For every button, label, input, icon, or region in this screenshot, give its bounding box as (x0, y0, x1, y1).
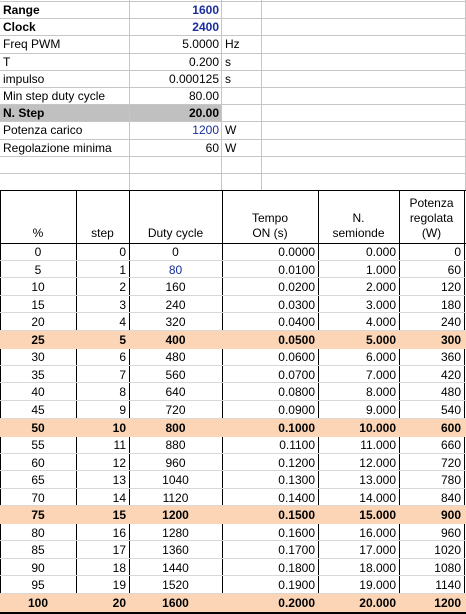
gridline-h (0, 104, 466, 105)
column-header[interactable] (318, 190, 399, 243)
table-cell-pot[interactable]: 0 (454, 245, 461, 259)
table-cell-duty[interactable]: 800 (165, 420, 186, 435)
table-cell-pct[interactable]: 20 (31, 315, 45, 330)
gridline-h (0, 173, 466, 174)
table-row (0, 489, 466, 507)
table-cell-ton[interactable]: 0.1000 (278, 420, 315, 435)
table-cell-ton[interactable]: 0.0900 (278, 402, 315, 417)
table-cell-pot[interactable]: 540 (440, 402, 461, 417)
column-header-line: Duty cycle (147, 226, 204, 240)
table-row (0, 313, 466, 331)
table-cell-duty[interactable]: 240 (165, 297, 186, 312)
param-value[interactable]: 0.200 (188, 54, 219, 69)
column-header-line: N. (352, 211, 365, 225)
column-header-line: (W) (421, 226, 442, 240)
column-header[interactable] (399, 190, 464, 243)
table-cell-semi[interactable]: 13.000 (359, 473, 396, 488)
column-header-line: ON (s) (252, 226, 288, 240)
table-cell-semi[interactable]: 7.000 (365, 367, 396, 382)
gridline-h (0, 121, 466, 122)
table-cell-pot[interactable]: 960 (440, 525, 461, 540)
column-header-line: % (32, 226, 44, 240)
table-cell-duty[interactable]: 320 (165, 315, 186, 330)
table-row (0, 541, 466, 559)
table-cell-semi[interactable]: 5.000 (365, 332, 396, 347)
table-row (0, 524, 466, 542)
table-row (0, 331, 466, 349)
table-cell-ton[interactable]: 0.1900 (278, 578, 315, 593)
table-cell-pot[interactable]: 180 (440, 297, 461, 312)
param-unit[interactable]: W (225, 140, 237, 155)
param-unit[interactable] (222, 19, 262, 36)
table-cell-step[interactable]: 4 (119, 315, 126, 330)
table-cell-pot[interactable]: 1080 (434, 560, 461, 575)
table-row (0, 401, 466, 419)
table-cell-semi[interactable]: 9.000 (365, 402, 396, 417)
table-cell-pct[interactable]: 35 (31, 367, 45, 382)
table-cell-duty[interactable]: 1520 (162, 578, 189, 593)
param-unit[interactable] (222, 88, 262, 105)
table-cell-step[interactable]: 0 (119, 245, 126, 259)
gridline-h (0, 70, 466, 71)
table-cell-ton[interactable]: 0.2000 (278, 596, 315, 610)
table-cell-pot[interactable]: 1200 (434, 596, 461, 610)
param-value[interactable]: 0.000125 (168, 71, 219, 86)
table-cell-semi[interactable]: 2.000 (365, 280, 396, 295)
gridline-h (0, 156, 466, 157)
param-value[interactable]: 1200 (192, 123, 219, 138)
table-cell-semi[interactable]: 4.000 (365, 315, 396, 330)
table-cell-ton[interactable]: 0.1600 (278, 525, 315, 540)
table-cell-ton[interactable]: 0.0400 (278, 315, 315, 330)
table-cell-semi[interactable]: 17.000 (359, 543, 396, 558)
gridline-h (0, 1, 466, 2)
table-cell-pct[interactable]: 70 (31, 490, 45, 505)
param-unit[interactable]: W (225, 123, 237, 138)
table-cell-ton[interactable]: 0.1700 (278, 543, 315, 558)
param-value[interactable]: 1600 (192, 3, 219, 17)
table-cell-duty[interactable]: 960 (165, 455, 186, 470)
table-cell-pct[interactable]: 50 (31, 420, 45, 435)
table-row (0, 594, 466, 612)
param-value[interactable]: 80.00 (188, 89, 219, 103)
table-cell-semi[interactable]: 20.000 (359, 596, 396, 610)
param-label[interactable]: Regolazione minima (3, 140, 112, 155)
table-cell-ton[interactable]: 0.0100 (278, 262, 315, 277)
table-cell-pct[interactable]: 10 (31, 280, 45, 295)
gridline-v (221, 0, 222, 190)
table-cell-pct[interactable]: 45 (31, 402, 45, 417)
table-cell-semi[interactable]: 11.000 (360, 438, 396, 453)
column-header-line: step (91, 226, 114, 240)
param-unit[interactable]: s (225, 54, 231, 69)
table-row (0, 506, 466, 524)
param-value[interactable]: 60 (205, 140, 219, 155)
table-cell-pot[interactable]: 900 (440, 508, 461, 523)
table-cell-duty[interactable]: 0 (172, 245, 179, 259)
table-cell-semi[interactable]: 3.000 (365, 297, 396, 312)
table-row (0, 261, 466, 279)
table-row (0, 454, 466, 472)
param-label[interactable]: Freq PWM (3, 37, 61, 52)
table-cell-pot[interactable]: 480 (440, 385, 461, 400)
table-cell-step[interactable]: 17 (112, 543, 126, 558)
param-label[interactable]: N. Step (3, 106, 45, 121)
gridline-h (0, 35, 466, 36)
table-cell-semi[interactable]: 1.000 (365, 262, 396, 277)
table-cell-step[interactable]: 19 (112, 578, 126, 593)
table-cell-pct[interactable]: 65 (31, 473, 45, 488)
table-cell-ton[interactable]: 0.0800 (278, 385, 315, 400)
table-row (0, 296, 466, 314)
table-cell-pct[interactable]: 25 (31, 332, 45, 347)
table-cell-pot[interactable]: 120 (440, 280, 461, 295)
column-header-line: semionde (332, 226, 385, 240)
table-cell-duty[interactable]: 400 (165, 332, 186, 347)
table-cell-duty[interactable]: 80 (168, 262, 183, 277)
table-cell-pct[interactable]: 75 (31, 508, 45, 523)
table-row (0, 436, 466, 454)
table-row (0, 366, 466, 384)
table-cell-pct[interactable]: 60 (31, 455, 45, 470)
gridline-v (129, 0, 130, 190)
table-cell-step[interactable]: 10 (112, 420, 126, 435)
table-cell-pct[interactable]: 55 (31, 438, 45, 453)
table-cell-ton[interactable]: 0.0600 (278, 350, 315, 365)
table-cell-duty[interactable]: 1040 (162, 473, 189, 488)
table-cell-pot[interactable]: 600 (440, 420, 461, 435)
table-cell-ton[interactable]: 0.1100 (279, 438, 315, 453)
table-cell-ton[interactable]: 0.0000 (278, 245, 315, 259)
table-cell-step[interactable]: 11 (113, 438, 126, 453)
table-cell-ton[interactable]: 0.0300 (278, 297, 315, 312)
table-cell-duty[interactable]: 720 (165, 402, 186, 417)
gridline-h (0, 53, 466, 54)
param-label[interactable]: Min step duty cycle (3, 89, 106, 103)
table-cell-step[interactable]: 14 (112, 490, 126, 505)
table-cell-pct[interactable]: 80 (31, 525, 45, 540)
table-cell-duty[interactable]: 1360 (162, 543, 189, 558)
table-cell-semi[interactable]: 10.000 (359, 420, 396, 435)
table-cell-semi[interactable]: 8.000 (365, 385, 396, 400)
table-cell-pot[interactable]: 1020 (434, 543, 461, 558)
param-label[interactable]: Range (3, 3, 40, 17)
param-unit[interactable]: s (225, 71, 231, 86)
param-label[interactable]: impulso (3, 71, 45, 86)
param-value[interactable]: 20.00 (188, 106, 219, 121)
column-header[interactable] (129, 190, 222, 243)
param-value[interactable]: 2400 (192, 20, 219, 35)
table-cell-semi[interactable]: 18.000 (359, 560, 396, 575)
column-header-line: Tempo (251, 211, 289, 225)
table-cell-step[interactable]: 12 (112, 455, 126, 470)
table-cell-pot[interactable]: 420 (440, 367, 461, 382)
table-cell-pct[interactable]: 95 (31, 578, 45, 593)
param-unit[interactable]: Hz (225, 37, 240, 52)
param-unit[interactable] (222, 2, 262, 19)
table-cell-pct[interactable]: 30 (31, 350, 45, 365)
column-header-line: Potenza (409, 196, 454, 210)
table-row (0, 278, 466, 296)
table-cell-duty[interactable]: 1200 (162, 508, 189, 523)
table-cell-ton[interactable]: 0.1300 (278, 473, 315, 488)
column-header[interactable] (76, 190, 129, 243)
table-cell-duty[interactable]: 560 (165, 367, 186, 382)
gridline-h (0, 139, 466, 140)
table-cell-pot[interactable]: 360 (440, 350, 461, 365)
table-cell-pot[interactable]: 840 (440, 490, 461, 505)
table-cell-semi[interactable]: 16.000 (359, 525, 396, 540)
table-cell-ton[interactable]: 0.1800 (278, 560, 315, 575)
gridline-v (261, 0, 262, 190)
column-header-line: regolata (409, 211, 454, 225)
param-label[interactable]: Potenza carico (3, 123, 83, 138)
table-cell-step[interactable]: 15 (112, 508, 126, 523)
table-cell-ton[interactable]: 0.1200 (278, 455, 315, 470)
column-header[interactable] (0, 190, 76, 243)
table-cell-step[interactable]: 18 (112, 560, 126, 575)
table-row (0, 576, 466, 594)
table-cell-pot[interactable]: 1140 (435, 578, 461, 593)
table-cell-step[interactable]: 2 (119, 280, 126, 295)
param-value[interactable]: 5.0000 (182, 37, 219, 52)
gridline-h (0, 87, 466, 88)
table-row (0, 471, 466, 489)
table-cell-ton[interactable]: 0.1500 (278, 508, 315, 523)
table-cell-pot[interactable]: 60 (447, 262, 461, 277)
column-header[interactable] (222, 190, 318, 243)
table-cell-pot[interactable]: 780 (440, 473, 461, 488)
table-cell-step[interactable]: 13 (112, 473, 126, 488)
table-row (0, 419, 466, 437)
table-cell-pct[interactable]: 5 (34, 262, 42, 277)
gridline-h (0, 18, 466, 19)
table-cell-pct[interactable]: 100 (27, 596, 49, 610)
table-cell-duty[interactable]: 160 (165, 280, 186, 295)
table-cell-semi[interactable]: 12.000 (359, 455, 396, 470)
table-cell-step[interactable]: 20 (112, 596, 126, 610)
table-cell-pot[interactable]: 720 (440, 455, 461, 470)
table-cell-step[interactable]: 1 (119, 262, 126, 277)
table-cell-ton[interactable]: 0.0200 (278, 280, 315, 295)
table-cell-duty[interactable]: 640 (165, 385, 186, 400)
table-cell-duty[interactable]: 880 (165, 438, 186, 453)
table-row (0, 243, 466, 261)
table-cell-pot[interactable]: 240 (440, 315, 461, 330)
table-cell-duty[interactable]: 1440 (162, 560, 189, 575)
table-cell-duty[interactable]: 1600 (162, 596, 189, 610)
table-cell-pot[interactable]: 660 (440, 438, 461, 453)
param-label[interactable]: Clock (3, 20, 36, 35)
table-cell-step[interactable]: 8 (119, 385, 126, 400)
table-cell-pot[interactable]: 300 (440, 332, 461, 347)
param-label[interactable]: T (3, 54, 11, 69)
table-row (0, 559, 466, 577)
table-cell-duty[interactable]: 1280 (162, 525, 189, 540)
table-cell-step[interactable]: 16 (112, 525, 126, 540)
table-cell-semi[interactable]: 15.000 (359, 508, 396, 523)
table-cell-semi[interactable]: 0.000 (365, 245, 396, 259)
table-cell-ton[interactable]: 0.1400 (278, 490, 315, 505)
table-cell-step[interactable]: 3 (119, 297, 126, 312)
table-cell-pct[interactable]: 90 (31, 560, 45, 575)
table-cell-ton[interactable]: 0.0700 (278, 367, 315, 382)
table-cell-semi[interactable]: 19.000 (359, 578, 396, 593)
table-cell-semi[interactable]: 14.000 (359, 490, 396, 505)
table-cell-duty[interactable]: 1120 (162, 490, 189, 505)
table-cell-step[interactable]: 6 (119, 350, 126, 365)
table-cell-step[interactable]: 7 (119, 367, 126, 382)
table-row (0, 348, 466, 366)
table-cell-pct[interactable]: 40 (31, 385, 45, 400)
param-unit[interactable] (222, 105, 262, 122)
table-cell-step[interactable]: 5 (119, 332, 126, 347)
table-cell-semi[interactable]: 6.000 (365, 350, 396, 365)
table-cell-pct[interactable]: 0 (34, 245, 42, 259)
table-cell-pct[interactable]: 85 (31, 543, 45, 558)
table-cell-duty[interactable]: 480 (165, 350, 186, 365)
table-row (0, 383, 466, 401)
table-cell-ton[interactable]: 0.0500 (278, 332, 315, 347)
table-cell-step[interactable]: 9 (119, 402, 126, 417)
table-cell-pct[interactable]: 15 (31, 297, 45, 312)
